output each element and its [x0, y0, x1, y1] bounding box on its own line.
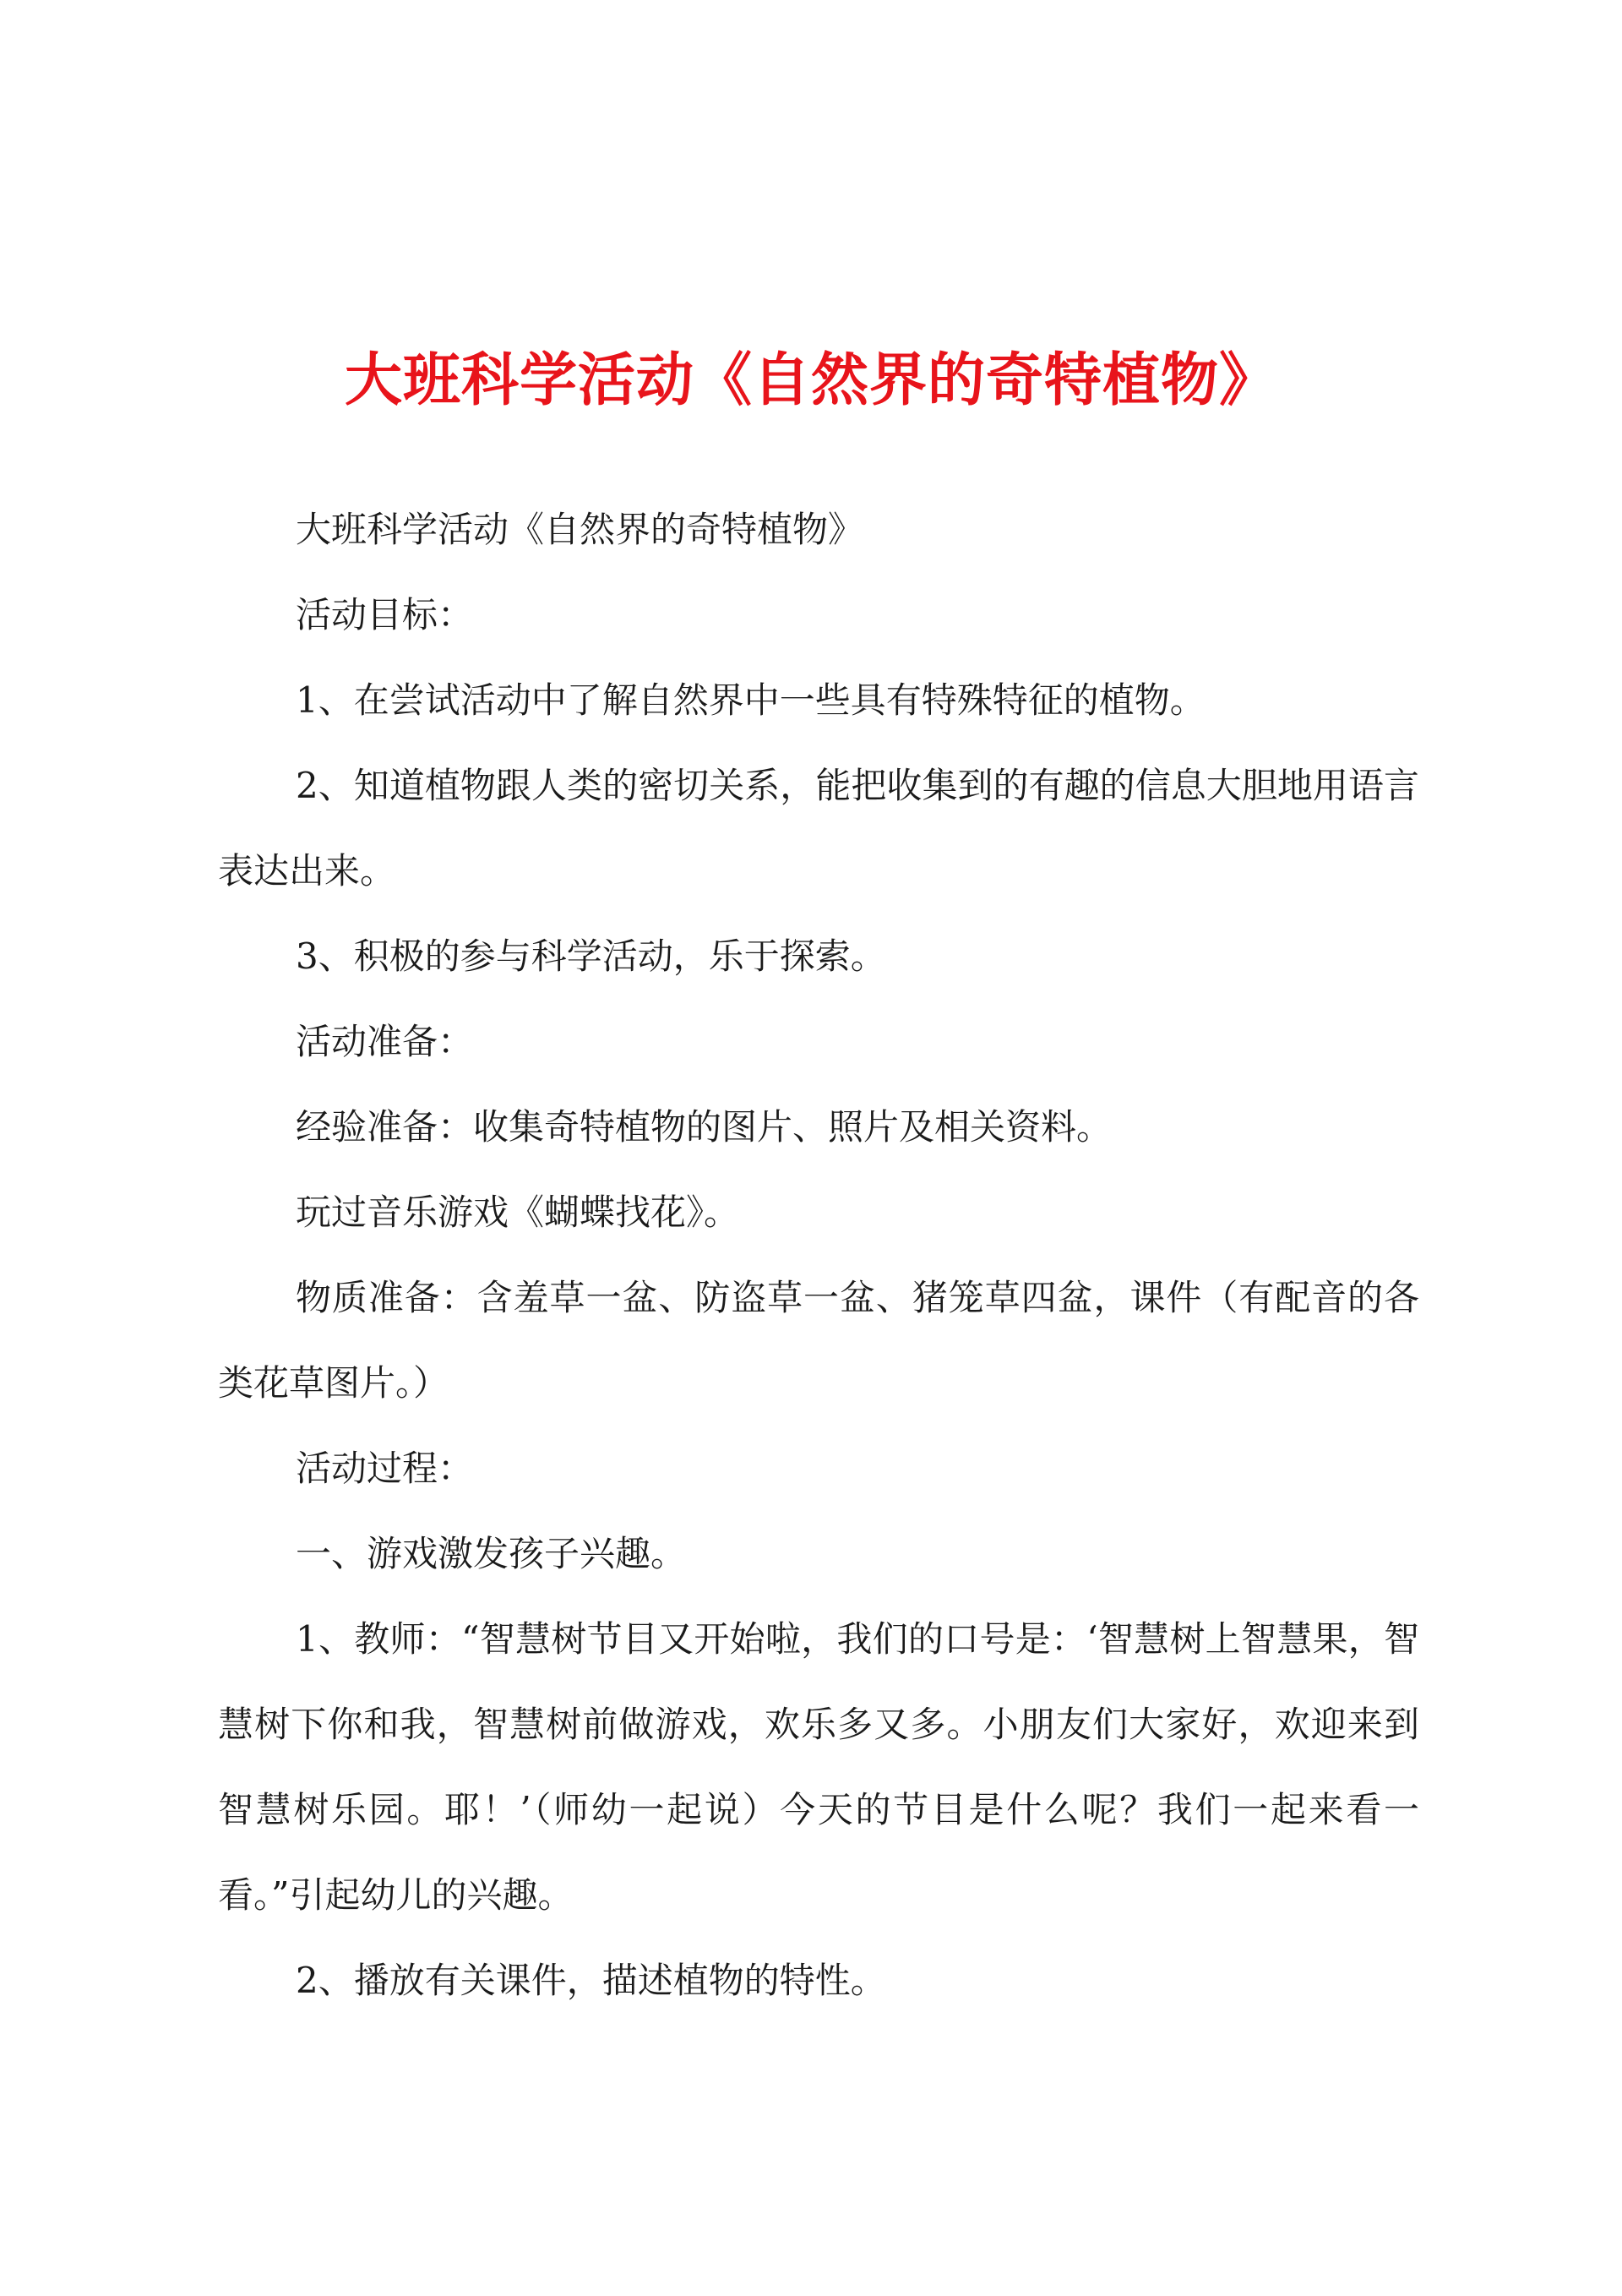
paragraph-experience-prep: 经验准备：收集奇特植物的图片、照片及相关资料。	[296, 1106, 1113, 1148]
paragraph-goal-3: 3、积极的参与科学活动，乐于探索。	[296, 935, 886, 977]
paragraph-goal-1: 1、在尝试活动中了解自然界中一些具有特殊特征的植物。	[296, 679, 1206, 721]
paragraph-music-game: 玩过音乐游戏《蝴蝶找花》。	[296, 1192, 740, 1233]
paragraph-step-1-heading: 一、游戏激发孩子兴趣。	[296, 1533, 687, 1574]
paragraph-goals-heading: 活动目标：	[296, 594, 474, 635]
paragraph-subtitle: 大班科学活动《自然界的奇特植物》	[296, 509, 864, 550]
paragraph-teacher-intro: 1、教师：“智慧树节目又开始啦，我们的口号是：‘智慧树上智慧果，智慧树下你和我，智慧树前做游戏，欢乐多又多。小朋友们大家好，欢迎来到智慧树乐园。耶！’（师幼一起说）今天的节目是什么呢？我们一起来看一看。”引起幼儿的兴趣。	[218, 1618, 1419, 1916]
paragraph-play-courseware: 2、播放有关课件，描述植物的特性。	[296, 1960, 886, 2001]
paragraph-goal-2: 2、知道植物跟人类的密切关系，能把收集到的有趣的信息大胆地用语言表达出来。	[218, 765, 1419, 892]
document-title: 大班科学活动《自然界的奇特植物》	[344, 346, 1277, 414]
document-body	[218, 487, 1419, 2023]
paragraph-material-prep: 物质准备：含羞草一盆、防盗草一盆、猪笼草四盆，课件（有配音的各类花草图片。）	[218, 1277, 1419, 1404]
paragraph-preparation-heading: 活动准备：	[296, 1021, 474, 1062]
paragraph-process-heading: 活动过程：	[296, 1448, 474, 1489]
